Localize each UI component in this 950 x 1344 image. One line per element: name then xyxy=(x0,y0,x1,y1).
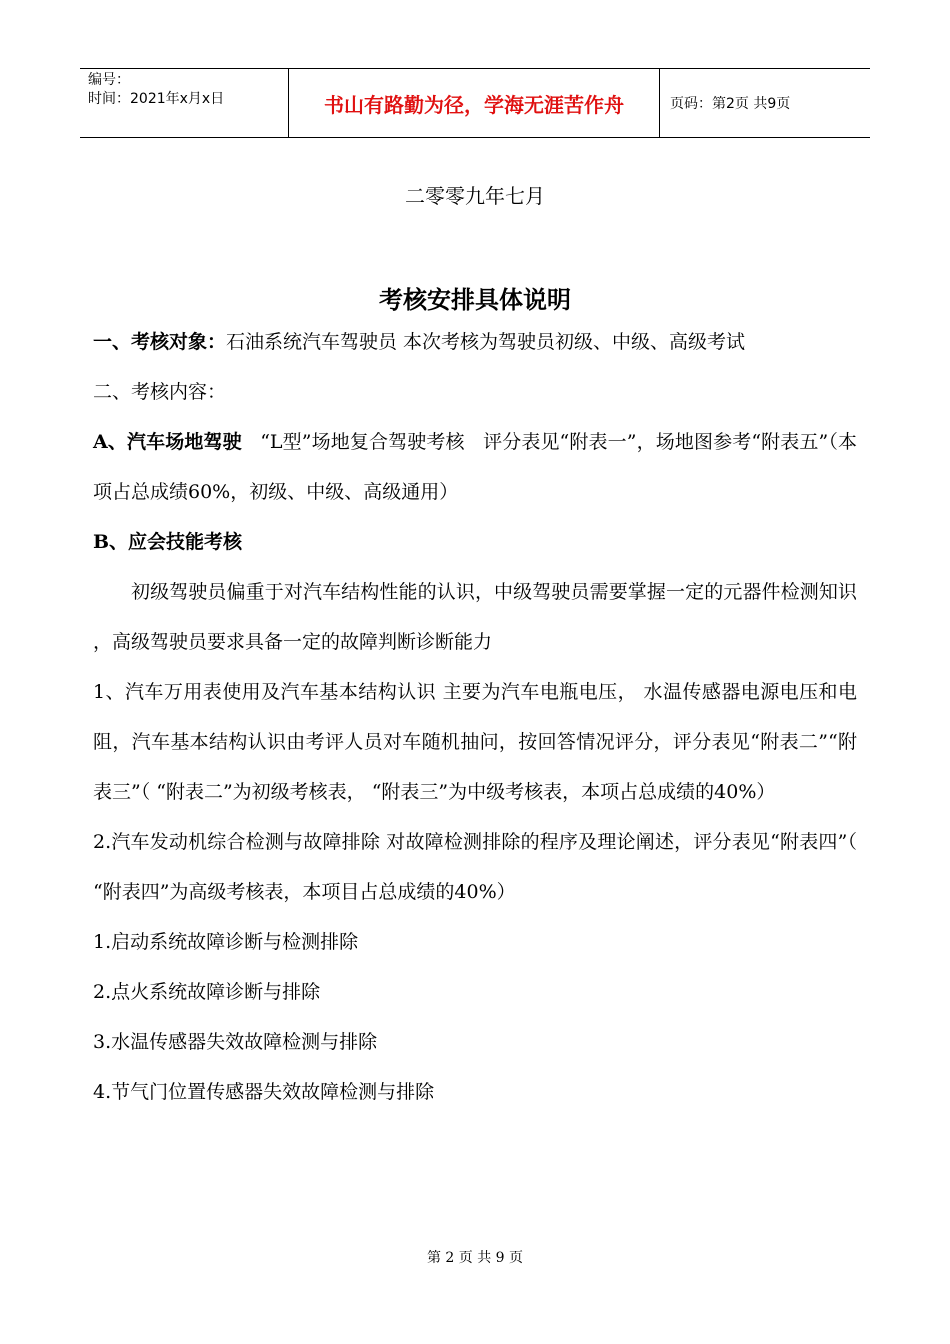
section-1-text: 石油系统汽车驾驶员 本次考核为驾驶员初级、中级、高级考试 xyxy=(226,331,746,353)
page-header xyxy=(80,68,870,138)
section-a-text: “L型”场地复合驾驶考核 评分表见“附表一”，场地图参考“附表五”（本项占总成绩60%，初级、中级、高级通用） xyxy=(93,431,857,503)
time-label: 时间：2021年x月x日 xyxy=(88,91,225,107)
page-footer: 第 2 页 共 9 页 xyxy=(426,1250,524,1266)
number-label: 编号： xyxy=(88,72,130,88)
subitem-4: 4.节气门位置传感器失效故障检测与排除 xyxy=(93,1081,435,1103)
section-a-label: A、汽车场地驾驶 xyxy=(93,431,242,453)
subitem-1: 1.启动系统故障诊断与检测排除 xyxy=(93,931,359,953)
section-1 xyxy=(93,317,857,367)
document-date: 二零零九年七月 xyxy=(405,184,545,208)
section-1-label: 一、考核对象： xyxy=(93,331,227,353)
item-1: 1、汽车万用表使用及汽车基本结构认识 主要为汽车电瓶电压， 水温传感器电源电压和电阻，汽车基本结构认识由考评人员对车随机抽问，按回答情况评分，评分表见“附表二”“附表三”（ “附表二”为初级考核表， “附表三”为中级考核表，本项占总成绩的40%） xyxy=(93,681,857,803)
document-body xyxy=(93,317,857,1117)
section-a xyxy=(93,417,857,517)
document-title: 考核安排具体说明 xyxy=(379,285,571,314)
header-meta xyxy=(80,69,288,137)
section-2: 二、考核内容： xyxy=(93,381,227,403)
item-2: 2.汽车发动机综合检测与故障排除 对故障检测排除的程序及理论阐述，评分表见“附表四”（ “附表四”为高级考核表，本项目占总成绩的40%） xyxy=(93,831,857,903)
section-b-label: B、应会技能考核 xyxy=(93,531,243,553)
header-page-info: 页码：第2页 共9页 xyxy=(670,96,791,112)
header-motto: 书山有路勤为径，学海无涯苦作舟 xyxy=(288,69,660,137)
subitem-3: 3.水温传感器失效故障检测与排除 xyxy=(93,1031,378,1053)
section-b-intro: 初级驾驶员偏重于对汽车结构性能的认识，中级驾驶员需要掌握一定的元器件检测知识 ，高级驾驶员要求具备一定的故障判断诊断能力 xyxy=(93,581,857,653)
subitem-2: 2.点火系统故障诊断与排除 xyxy=(93,981,321,1003)
